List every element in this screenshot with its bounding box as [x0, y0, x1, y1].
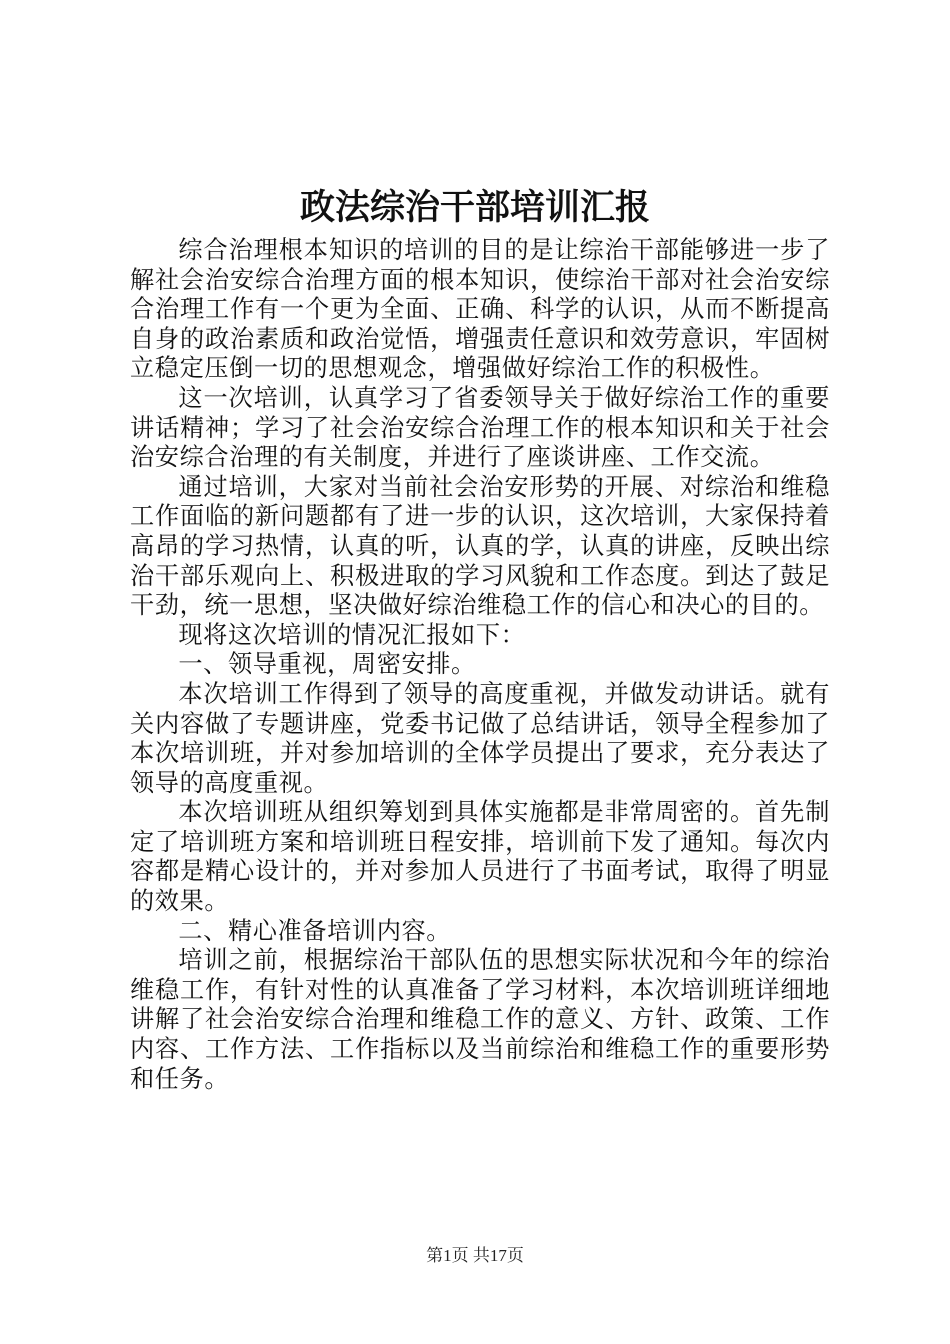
paragraph: 本次培训工作得到了领导的高度重视，并做发动讲话。就有关内容做了专题讲座，党委书记做了总结讲话，领导全程参加了本次培训班，并对参加培训的全体学员提出了要求，充分表达了领导的高度重视。	[130, 679, 830, 797]
paragraph: 现将这次培训的情况汇报如下：	[178, 620, 526, 649]
document-body	[130, 236, 830, 1094]
page-footer: 第1页 共17页	[426, 1246, 524, 1265]
paragraph: 通过培训，大家对当前社会治安形势的开展、对综治和维稳工作面临的新问题都有了进一步的认识，这次培训，大家保持着高昂的学习热情，认真的听，认真的学，认真的讲座，反映出综治干部乐观向上、积极进取的学习风貌和工作态度。到达了鼓足干劲，统一思想，坚决做好综治维稳工作的信心和决心的目的。	[130, 472, 830, 620]
paragraph: 这一次培训，认真学习了省委领导关于做好综治工作的重要讲话精神；学习了社会治安综合治理工作的根本知识和关于社会治安综合治理的有关制度，并进行了座谈讲座、工作交流。	[130, 383, 830, 472]
section-heading: 一、领导重视，周密安排。	[178, 650, 476, 679]
paragraph: 本次培训班从组织筹划到具体实施都是非常周密的。首先制定了培训班方案和培训班日程安排，培训前下发了通知。每次内容都是精心设计的，并对参加人员进行了书面考试，取得了明显的效果。	[130, 798, 830, 916]
section-heading: 二、精心准备培训内容。	[178, 916, 452, 945]
paragraph: 培训之前，根据综治干部队伍的思想实际状况和今年的综治维稳工作，有针对性的认真准备了学习材料，本次培训班详细地讲解了社会治安综合治理和维稳工作的意义、方针、政策、工作内容、工作方法、工作指标以及当前综治和维稳工作的重要形势和任务。	[130, 946, 830, 1093]
paragraph: 综合治理根本知识的培训的目的是让综治干部能够进一步了解社会治安综合治理方面的根本知识，使综治干部对社会治安综合治理工作有一个更为全面、正确、科学的认识，从而不断提高自身的政治素质和政治觉悟，增强责任意识和效劳意识，牢固树立稳定压倒一切的思想观念，增强做好综治工作的积极性。	[130, 236, 830, 383]
document-title: 政法综治干部培训汇报	[299, 187, 650, 228]
